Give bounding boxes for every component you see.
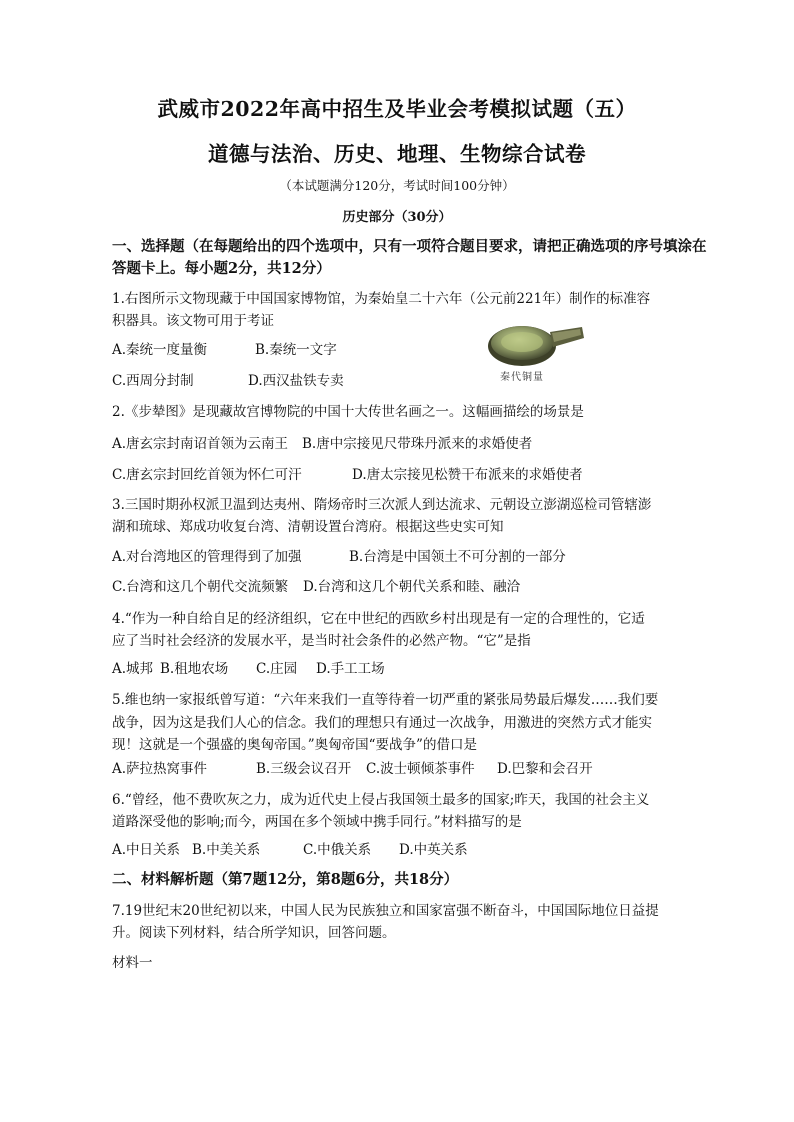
q6-option-c: C.中俄关系 (303, 842, 372, 858)
part1-heading-line2: 答题卡上。每小题2分，共12分） (112, 260, 331, 277)
q1-option-b: B.秦统一文字 (255, 342, 337, 358)
q6-stem-line1: 6.“曾经，他不费吹灰之力，成为近代史上侵占我国领土最多的国家;昨天，我国的社会主义 (112, 792, 650, 808)
q3-stem-line2: 湖和琉球、郑成功收复台湾、清朝设置台湾府。根据这些史实可知 (112, 519, 504, 535)
q6-stem-line2: 道路深受他的影响;而今，两国在多个领域中携手同行。”材料描写的是 (112, 814, 522, 830)
q4-stem-line1: 4.“作为一种自给自足的经济组织，它在中世纪的西欧乡村出现是有一定的合理性的，它适 (112, 611, 645, 627)
q3-option-b: B.台湾是中国领土不可分割的一部分 (349, 549, 566, 565)
part2-heading: 二、材料解析题（第7题12分，第8题6分，共18分） (112, 871, 459, 888)
q2-option-d: D.唐太宗接见松赞干布派来的求婚使者 (352, 467, 583, 483)
part1-heading-line1: 一、选择题（在每题给出的四个选项中，只有一项符合题目要求，请把正确选项的序号填涂在 (112, 238, 707, 255)
q6-option-a: A.中日关系 (112, 842, 181, 858)
q7-stem-line2: 升。阅读下列材料，结合所学知识，回答问题。 (112, 925, 396, 941)
q2-option-c: C.唐玄宗封回纥首领为怀仁可汗 (112, 467, 302, 483)
q2-stem-line1: 2.《步辇图》是现藏故宫博物院的中国十大传世名画之一。这幅画描绘的场景是 (112, 404, 584, 420)
q6-option-b: B.中美关系 (192, 842, 261, 858)
q1-stem-line2: 积器具。该文物可用于考证 (112, 313, 274, 329)
q5-stem-line1: 5.维也纳一家报纸曾写道：“六年来我们一直等待着一切严重的紧张局势最后爆发……我们要 (112, 692, 659, 708)
exam-note: （本试题满分120分，考试时间100分钟） (279, 178, 515, 193)
q7-material-label: 材料一 (112, 955, 153, 971)
q4-option-b: B.租地农场 (160, 661, 229, 677)
q4-option-c: C.庄园 (256, 661, 298, 677)
q5-option-c: C.波士顿倾茶事件 (366, 761, 475, 777)
exam-subtitle: 道德与法治、历史、地理、生物综合试卷 (208, 142, 586, 166)
q5-option-b: B.三级会议召开 (256, 761, 352, 777)
q1-option-c: C.西周分封制 (112, 373, 194, 389)
q1-option-a: A.秦统一度量衡 (112, 342, 208, 358)
q3-option-a: A.对台湾地区的管理得到了加强 (112, 549, 302, 565)
q3-stem-line1: 3.三国时期孙权派卫温到达夷州、隋炀帝时三次派人到达流求、元朝设立澎湖巡检司管辖澎 (112, 497, 652, 513)
q1-option-d: D.西汉盐铁专卖 (248, 373, 344, 389)
q5-option-d: D.巴黎和会召开 (497, 761, 593, 777)
q6-option-d: D.中英关系 (399, 842, 468, 858)
q4-option-d: D.手工工场 (316, 661, 385, 677)
q3-option-c: C.台湾和这几个朝代交流频繁 (112, 579, 289, 595)
bronze-measure-illustration (484, 318, 586, 370)
q5-stem-line3: 现！这就是一个强盛的奥匈帝国。”奥匈帝国“要战争”的借口是 (112, 737, 477, 753)
q2-option-a: A.唐玄宗封南诏首领为云南王 (112, 436, 289, 452)
q5-stem-line2: 战争，因为这是我们人心的信念。我们的理想只有通过一次战争，用激进的突然方式才能实 (112, 715, 652, 731)
q3-option-d: D.台湾和这几个朝代关系和睦、融洽 (303, 579, 521, 595)
q7-stem-line1: 7.19世纪末20世纪初以来，中国人民为民族独立和国家富强不断奋斗，中国国际地位日益提 (112, 903, 659, 919)
image-caption: 秦代铜量 (500, 372, 544, 383)
q2-option-b: B.唐中宗接见尺带珠丹派来的求婚使者 (302, 436, 533, 452)
q5-option-a: A.萨拉热窝事件 (112, 761, 208, 777)
section-title: 历史部分（30分） (342, 210, 452, 225)
q4-stem-line2: 应了当时社会经济的发展水平，是当时社会条件的必然产物。“它”是指 (112, 633, 531, 649)
q4-option-a: A.城邦 (112, 661, 154, 677)
q1-stem-line1: 1.右图所示文物现藏于中国国家博物馆，为秦始皇二十六年（公元前221年）制作的标准容 (112, 291, 651, 307)
exam-title: 武威市2022年高中招生及毕业会考模拟试题（五） (157, 97, 637, 121)
